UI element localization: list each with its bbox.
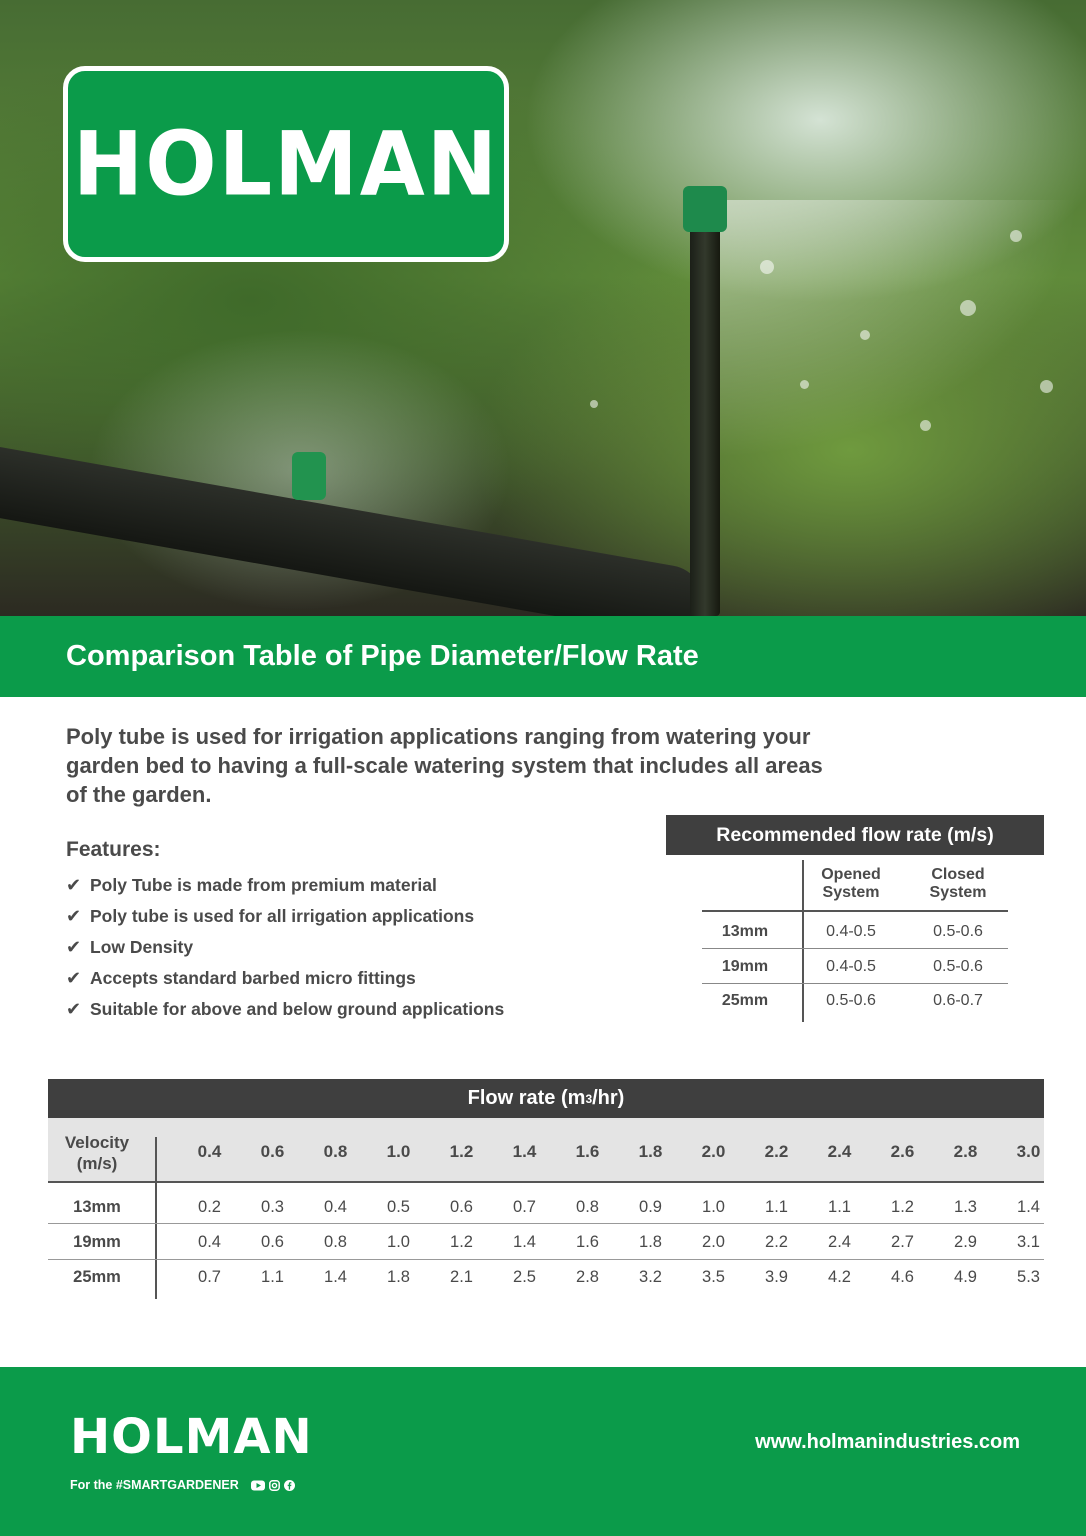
logo-text: HOLMAN [72,112,500,216]
column-header-closed: Closed System [929,866,987,901]
table-cell: 0.7 [198,1268,221,1286]
table-cell: 2.1 [450,1268,473,1286]
table-cell: 0.8 [576,1198,599,1216]
water-spray [700,200,1080,460]
table-cell: 4.2 [828,1268,851,1286]
row-label: 19mm [721,958,769,975]
table-cell: 5.3 [1017,1268,1040,1286]
velocity-header: 1.4 [512,1142,537,1161]
table-cell: 2.4 [828,1233,851,1251]
table-cell: 0.9 [639,1198,662,1216]
table-cell: 1.3 [954,1198,977,1216]
table-cell: 0.6-0.7 [933,992,983,1009]
table-cell: 2.9 [954,1233,977,1251]
feature-item: ✔ Suitable for above and below ground applications [66,999,505,1019]
table-cell: 0.2 [198,1198,221,1216]
velocity-header: 1.8 [638,1142,663,1161]
table-cell: 0.5 [387,1198,410,1216]
sprinkler-stake [690,220,720,616]
table-cell: 1.4 [513,1233,536,1251]
hero-image [0,0,1086,616]
table-cell: 0.4-0.5 [826,923,876,940]
table-cell: 3.5 [702,1268,725,1286]
holman-logo [63,66,509,262]
table-cell: 4.6 [891,1268,914,1286]
check-icon: ✔ [66,937,82,957]
velocity-header: 2.4 [827,1142,852,1161]
table-cell: 3.9 [765,1268,788,1286]
velocity-header: 2.0 [701,1142,726,1161]
instagram-icon[interactable] [269,1480,280,1491]
footer-tagline: For the #SMARTGARDENER [70,1478,295,1492]
table-rule [48,1181,1044,1183]
page-title: Comparison Table of Pipe Diameter/Flow Rate [66,640,699,672]
table-cell: 1.1 [765,1198,788,1216]
table-cell: 0.6 [450,1198,473,1216]
table-rule [702,948,1008,949]
footer [0,1367,1086,1536]
velocity-header: 0.6 [260,1142,285,1161]
youtube-icon[interactable] [251,1480,265,1491]
table-cell: 0.4 [198,1233,221,1251]
footer-logo: HOLMAN [70,1409,313,1465]
table-divider [155,1137,157,1299]
feature-item: ✔ Low Density [66,937,194,957]
velocity-header: 0.4 [197,1142,222,1161]
table-cell: 1.6 [576,1233,599,1251]
velocity-header: 2.6 [890,1142,915,1161]
check-icon: ✔ [66,999,82,1019]
table-cell: 2.8 [576,1268,599,1286]
table-rule [702,910,1008,912]
table-cell: 2.0 [702,1233,725,1251]
features-title: Features: [66,838,161,861]
table-rule [48,1223,1044,1224]
website-link[interactable]: www.holmanindustries.com [755,1431,1020,1453]
title-band [0,616,1086,697]
row-label: 19mm [73,1233,121,1251]
velocity-header: 2.2 [764,1142,789,1161]
table-cell: 1.0 [387,1233,410,1251]
velocity-header: 3.0 [1016,1142,1041,1161]
table-cell: 1.1 [261,1268,284,1286]
check-icon: ✔ [66,875,82,895]
table-cell: 2.2 [765,1233,788,1251]
hose [0,440,708,616]
table-cell: 1.4 [324,1268,347,1286]
table-cell: 0.7 [513,1198,536,1216]
velocity-header: 1.6 [575,1142,600,1161]
recommended-table-title: Recommended flow rate (m/s) [666,815,1044,855]
table-cell: 1.1 [828,1198,851,1216]
row-label: 25mm [721,992,769,1009]
table-rule [48,1259,1044,1260]
column-header-opened: Opened System [821,866,881,901]
table-cell: 1.8 [387,1268,410,1286]
feature-item: ✔ Poly Tube is made from premium material [66,875,437,895]
velocity-header: 1.2 [449,1142,474,1161]
facebook-icon[interactable] [284,1480,295,1491]
table-cell: 3.1 [1017,1233,1040,1251]
row-label: 13mm [721,923,769,940]
flow-table-header-row [48,1118,1044,1182]
sprinkler-head [683,186,727,232]
table-cell: 2.5 [513,1268,536,1286]
social-links [251,1480,295,1491]
flow-table-title: Flow rate (m 3 /hr) [48,1079,1044,1118]
velocity-label: Velocity (m/s) [64,1133,130,1173]
velocity-header: 1.0 [386,1142,411,1161]
velocity-header: 0.8 [323,1142,348,1161]
row-label: 13mm [73,1198,121,1216]
intro-text: Poly tube is used for irrigation applications ranging from watering your garden bed to having a full-scale watering system that includes all areas of the garden. [66,724,823,807]
sprinkler-head-small [292,452,326,500]
table-cell: 2.7 [891,1233,914,1251]
table-cell: 0.6 [261,1233,284,1251]
feature-item: ✔ Accepts standard barbed micro fittings [66,968,416,988]
feature-item: ✔ Poly tube is used for all irrigation applications [66,906,475,926]
table-cell: 0.3 [261,1198,284,1216]
row-label: 25mm [73,1268,121,1286]
table-cell: 0.5-0.6 [933,923,983,940]
table-cell: 1.2 [450,1233,473,1251]
table-cell: 1.2 [891,1198,914,1216]
check-icon: ✔ [66,906,82,926]
features-list [66,870,504,1025]
table-cell: 0.5-0.6 [826,992,876,1009]
table-cell: 1.4 [1017,1198,1040,1216]
table-cell: 0.4 [324,1198,347,1216]
table-cell: 3.2 [639,1268,662,1286]
table-cell: 1.8 [639,1233,662,1251]
table-cell: 0.4-0.5 [826,958,876,975]
table-cell: 1.0 [702,1198,725,1216]
table-cell: 4.9 [954,1268,977,1286]
velocity-header: 2.8 [953,1142,978,1161]
table-rule [702,983,1008,984]
check-icon: ✔ [66,968,82,988]
table-cell: 0.5-0.6 [933,958,983,975]
table-cell: 0.8 [324,1233,347,1251]
